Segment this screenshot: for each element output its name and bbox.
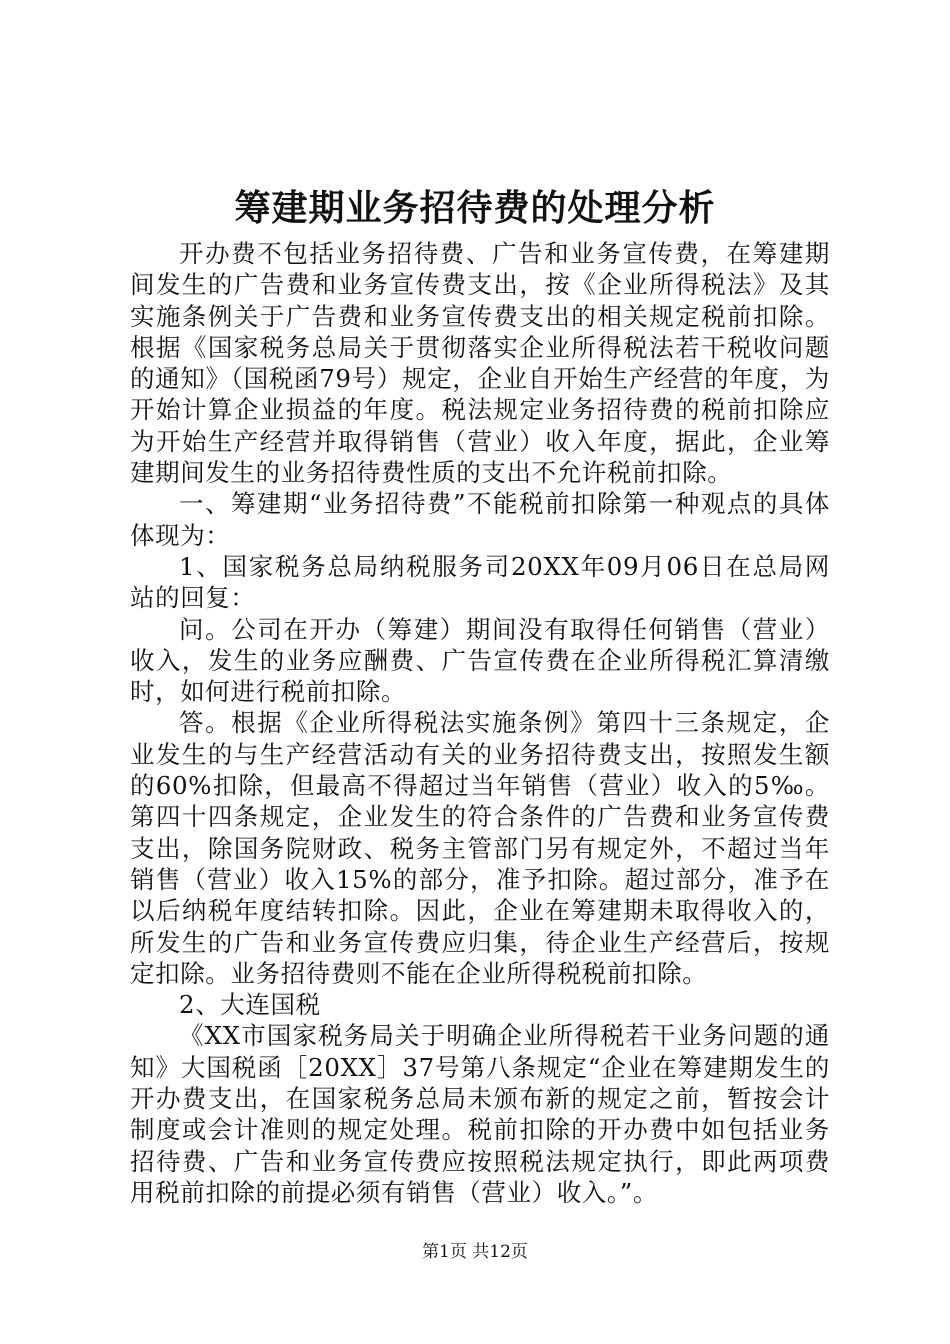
paragraph-item-one: 1、国家税务总局纳税服务司20XX年09月06日在总局网站的回复： bbox=[130, 551, 830, 613]
paragraph-section-one-heading: 一、筹建期“业务招待费”不能税前扣除第一种观点的具体体现为： bbox=[130, 489, 830, 550]
paragraph-question: 问。公司在开办（筹建）期间没有取得任何销售（营业）收入，发生的业务应酬费、广告宣传费在企业所得税汇算清缴时，如何进行税前扣除。 bbox=[130, 614, 830, 707]
document-title: 筹建期业务招待费的处理分析 bbox=[234, 187, 716, 229]
paragraph-dalian-notice: 《XX市国家税务局关于明确企业所得税若干业务问题的通知》大国税函［20XX］37号第八条规定“企业在筹建期发生的开办费支出，在国家税务总局未颁布新的规定之前，暂按会计制度或会计准则的规定处理。税前扣除的开办费中如包括业务招待费、广告和业务宣传费应按照税法规定执行，即此两项费用税前扣除的前提必须有销售（营业）收入。”。 bbox=[130, 1021, 830, 1207]
document-body bbox=[130, 238, 830, 1208]
page-footer: 第1页 共12页 bbox=[422, 1242, 528, 1262]
paragraph-answer: 答。根据《企业所得税法实施条例》第四十三条规定，企业发生的与生产经营活动有关的业务招待费支出，按照发生额的60%扣除，但最高不得超过当年销售（营业）收入的5‰。第四十四条规定，企业发生的符合条件的广告费和业务宣传费支出，除国务院财政、税务主管部门另有规定外，不超过当年销售（营业）收入15%的部分，准予扣除。超过部分，准予在以后纳税年度结转扣除。因此，企业在筹建期未取得收入的，所发生的广告和业务宣传费应归集，待企业生产经营后，按规定扣除。业务招待费则不能在企业所得税税前扣除。 bbox=[130, 708, 830, 988]
paragraph-item-two: 2、大连国税 bbox=[179, 990, 321, 1020]
paragraph-intro: 开办费不包括业务招待费、广告和业务宣传费，在筹建期间发生的广告费和业务宣传费支出，按《企业所得税法》及其实施条例关于广告费和业务宣传费支出的相关规定税前扣除。根据《国家税务总局关于贯彻落实企业所得税法若干税收问题的通知》（国税函79号）规定，企业自开始生产经营的年度，为开始计算企业损益的年度。税法规定业务招待费的税前扣除应为开始生产经营并取得销售（营业）收入年度，据此，企业筹建期间发生的业务招待费性质的支出不允许税前扣除。 bbox=[130, 239, 830, 488]
